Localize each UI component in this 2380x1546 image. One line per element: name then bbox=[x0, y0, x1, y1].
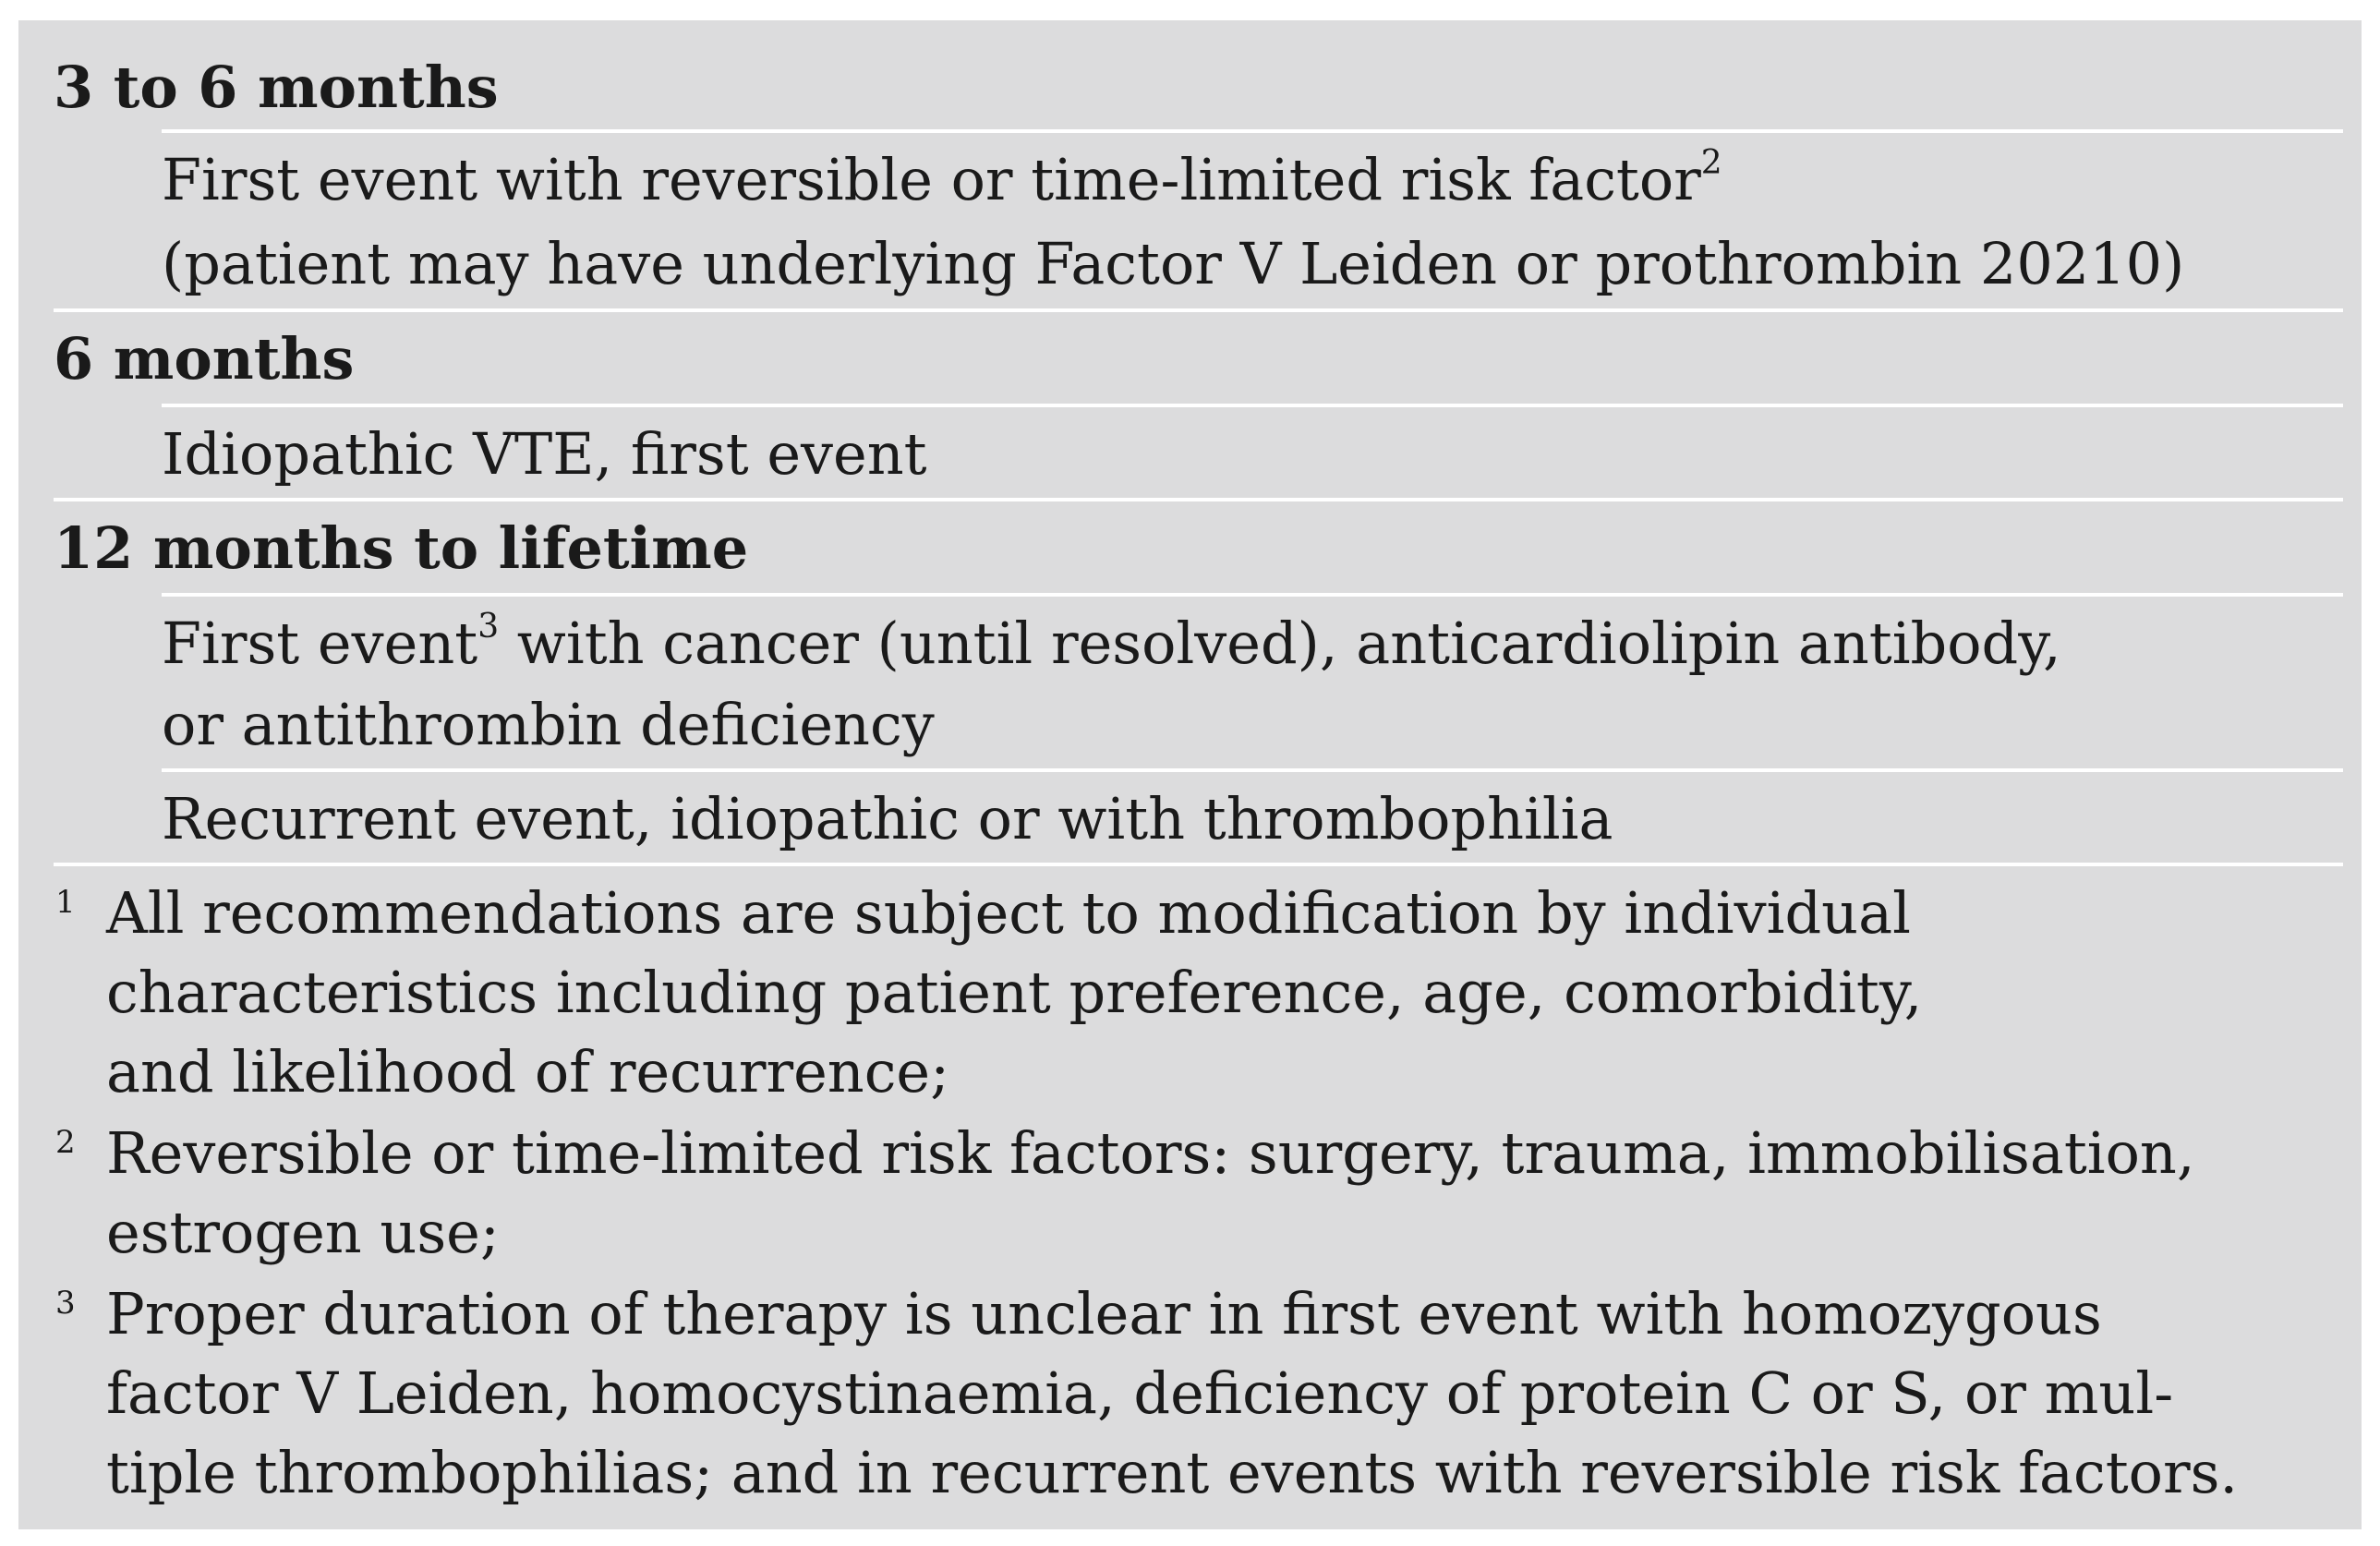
footnote-mark: 2 bbox=[55, 1124, 76, 1161]
divider bbox=[162, 768, 2343, 772]
divider bbox=[54, 308, 2343, 312]
divider bbox=[162, 404, 2343, 407]
item-first-event-reversible bbox=[162, 144, 2337, 213]
divider bbox=[54, 863, 2343, 866]
footnote-line: tiple thrombophilias; and in recurrent events with reversible risk factors. bbox=[106, 1439, 2239, 1506]
footnote-line: characteristics including patient preference, age, comorbidity, bbox=[106, 959, 1923, 1026]
item-text: First event with reversible or time-limited risk factor bbox=[162, 146, 1701, 213]
footnote-line: and likelihood of recurrence; bbox=[106, 1038, 950, 1105]
footnote-line: factor V Leiden, homocystinaemia, deficiency of protein C or S, or mul- bbox=[106, 1359, 2174, 1427]
footnote-line: All recommendations are subject to modification by individual bbox=[106, 879, 1911, 947]
divider bbox=[162, 593, 2343, 597]
footnote-line: Proper duration of therapy is unclear in first event with homozygous bbox=[106, 1280, 2102, 1347]
recommendation-table bbox=[18, 20, 2362, 1529]
footnote-mark: 3 bbox=[55, 1285, 76, 1322]
item-first-event-cancer bbox=[162, 608, 2337, 677]
section-heading-12-months-to-lifetime: 12 months to lifetime bbox=[54, 514, 749, 582]
item-first-event-reversible-note: (patient may have underlying Factor V Leiden or prothrombin 20210) bbox=[162, 230, 2185, 297]
footnote-ref: 2 bbox=[1700, 144, 1722, 183]
item-text-rest: with cancer (until resolved), anticardiolipin antibody, bbox=[499, 610, 2061, 677]
item-text: First event bbox=[162, 610, 478, 677]
footnote-ref: 3 bbox=[477, 608, 500, 646]
item-idiopathic-vte: Idiopathic VTE, first event bbox=[162, 420, 927, 488]
section-heading-6-months: 6 months bbox=[54, 325, 355, 393]
footnote-mark: 1 bbox=[55, 884, 76, 921]
divider bbox=[162, 129, 2343, 133]
item-recurrent-event: Recurrent event, idiopathic or with thrombophilia bbox=[162, 785, 1613, 852]
divider bbox=[54, 498, 2343, 501]
footnote-line: Reversible or time-limited risk factors: surgery, trauma, immobilisation, bbox=[106, 1119, 2195, 1187]
footnote-line: estrogen use; bbox=[106, 1199, 500, 1266]
item-first-event-cancer-cont: or antithrombin deficiency bbox=[162, 691, 935, 758]
section-heading-3-to-6-months: 3 to 6 months bbox=[54, 54, 499, 121]
